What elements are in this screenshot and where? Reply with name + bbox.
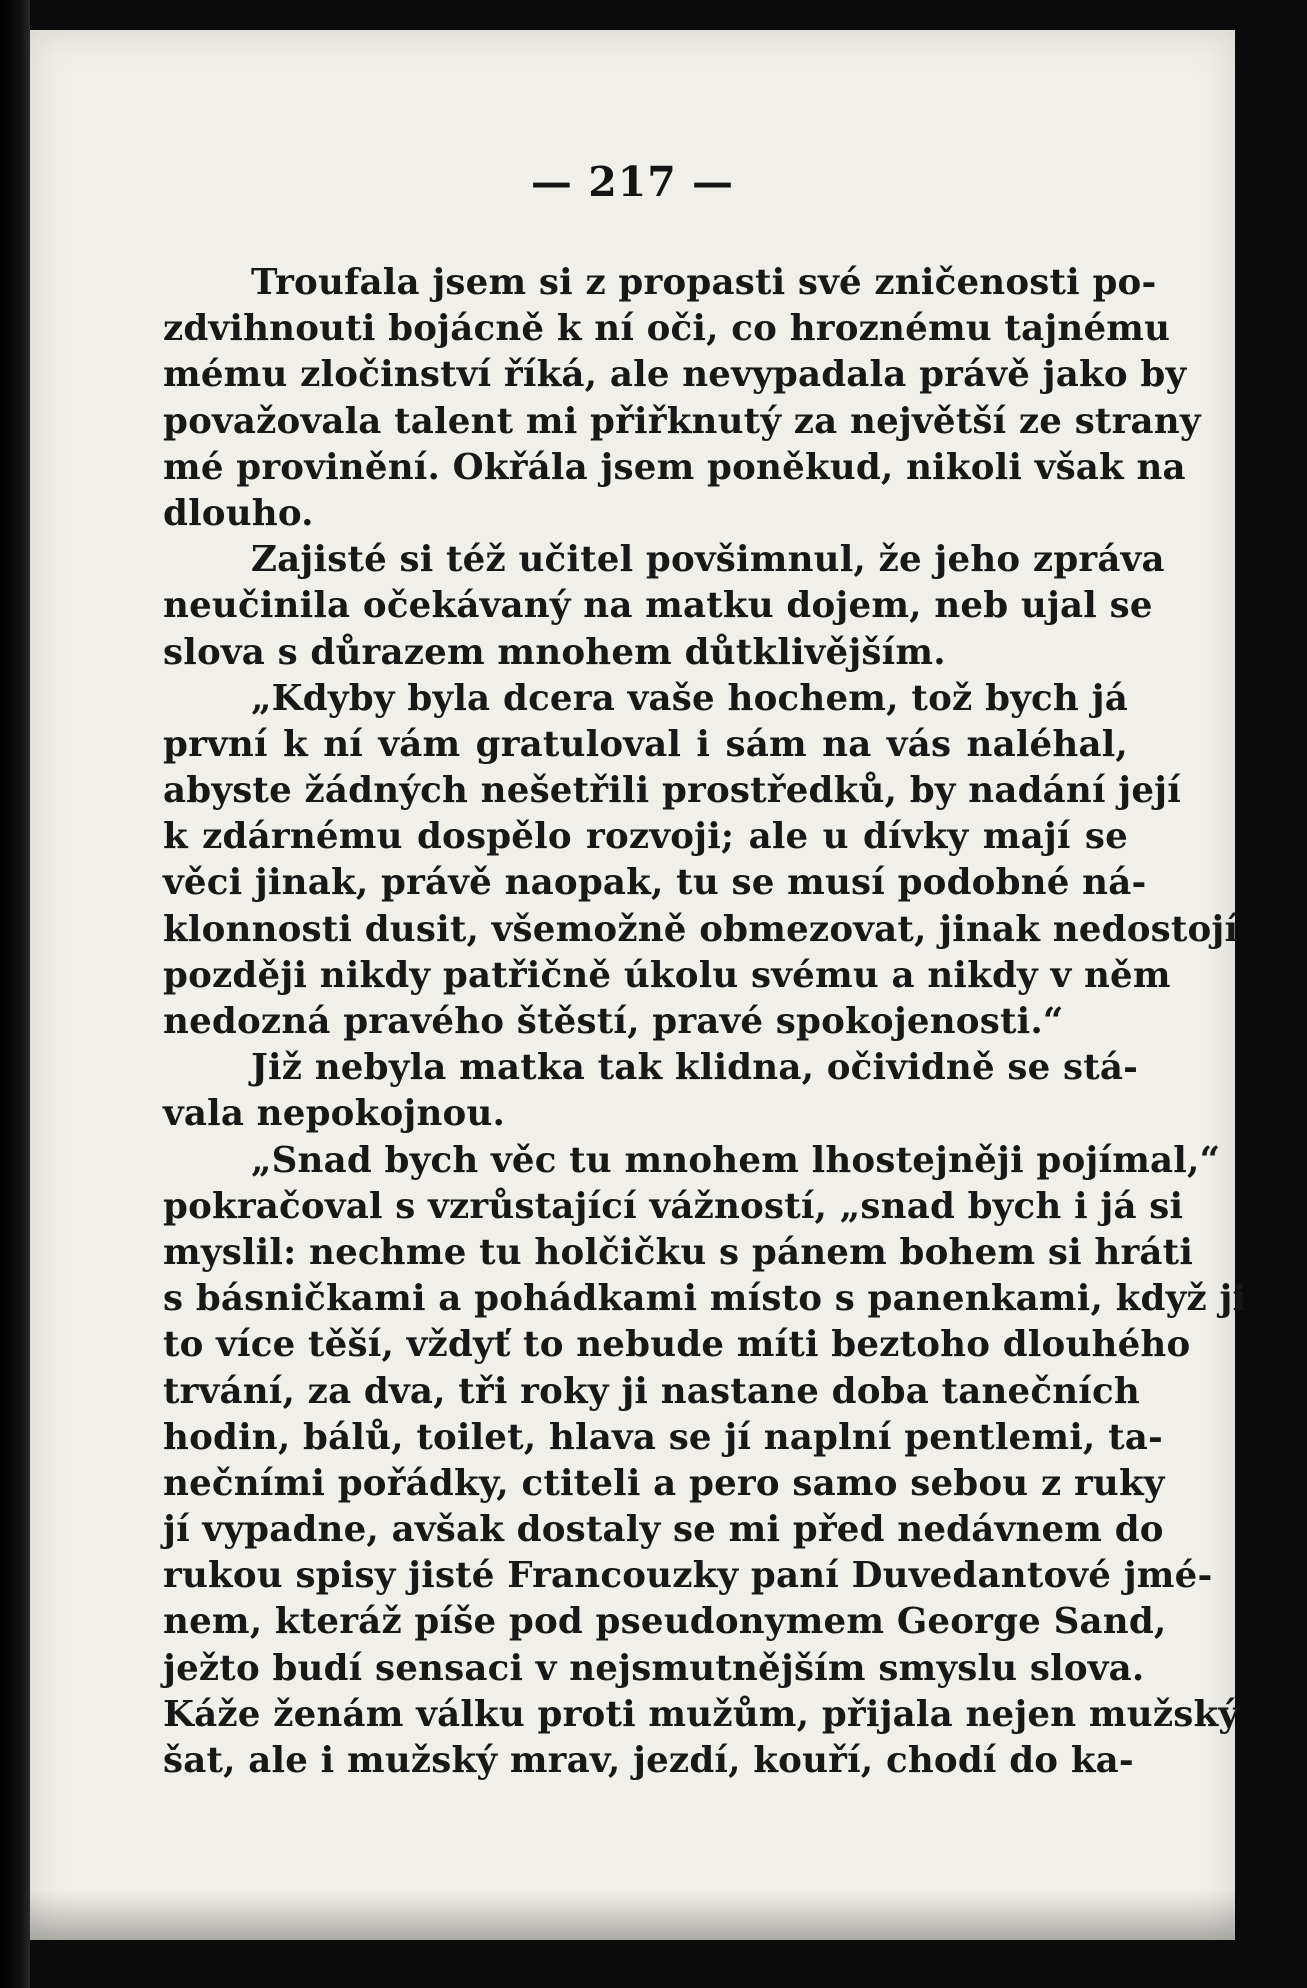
text-line: abyste žádných nešetřili prostředků, by nadání její [163,770,1181,812]
text-line: dlouho. [163,492,314,534]
book-page [30,30,1247,1940]
text-line: to více těší, vždyť to nebude míti beztoho dlouhého [163,1324,1191,1366]
text-line: pokračoval s vzrůstající vážností, „snad bych i já si [163,1185,1184,1227]
text-line: rukou spisy jisté Francouzky paní Duvedantové jmé- [163,1555,1213,1597]
text-line: „Kdyby byla dcera vaše hochem, tož bych já [251,677,1128,719]
text-line: trvání, za dva, tři roky ji nastane doba tanečních [163,1370,1140,1412]
text-line: „Snad bych věc tu mnohem lhostejněji pojímal,“ [251,1139,1221,1181]
text-line: s básničkami a pohádkami místo s panenkami, když ji [163,1278,1247,1320]
text-line: nečními pořádky, ctiteli a pero samo sebou z ruky [163,1462,1165,1504]
page-body-text [163,260,1247,1784]
page-number: — 217 — [530,158,735,206]
text-line: Káže ženám válku proti mužům, přijala nejen mužský [163,1693,1240,1735]
text-line: vala nepokojnou. [163,1093,506,1135]
text-line: hodin, bálů, toilet, hlava se jí naplní pentlemi, ta- [163,1416,1163,1458]
text-line: Již nebyla matka tak klidna, očividně se stá- [251,1047,1139,1089]
text-line: šat, ale i mužský mrav, jezdí, kouří, chodí do ka- [163,1740,1134,1781]
text-line: věci jinak, právě naopak, tu se musí podobné ná- [163,862,1147,904]
text-line: zdvihnouti bojácně k ní oči, co hroznému tajnému [163,308,1171,350]
text-line: nem, kteráž píše pod pseudonymem George Sand, [163,1601,1167,1643]
text-line: klonnosti dusit, všemožně obmezovat, jinak nedostojí [163,908,1239,950]
text-line: mé provinění. Okřála jsem poněkud, nikoli však na [163,446,1186,488]
text-line: neučinila očekávaný na matku dojem, neb ujal se [163,585,1153,627]
text-line: slova s důrazem mnohem důtklivějším. [163,631,946,673]
text-line: jí vypadne, avšak dostaly se mi před nedávnem do [163,1509,1164,1551]
page-bottom-shadow [30,1890,1235,1940]
text-line: první k ní vám gratuloval i sám na vás naléhal, [163,723,1128,765]
text-line: Troufala jsem si z propasti své zničenosti po- [251,262,1157,303]
text-line: Zajisté si též učitel povšimnul, že jeho zpráva [251,539,1165,581]
text-line: mému zločinství říká, ale nevypadala právě jako by [163,354,1187,396]
text-line: ježto budí sensaci v nejsmutnějším smyslu slova. [163,1647,1145,1689]
book-spine-edge [0,0,30,1988]
text-line: myslil: nechme tu holčičku s pánem bohem si hráti [163,1231,1194,1273]
text-line: k zdárnému dospělo rozvoji; ale u dívky mají se [163,816,1128,858]
text-line: později nikdy patřičně úkolu svému a nikdy v něm [163,954,1171,996]
text-line: nedozná pravého štěstí, pravé spokojenosti.“ [163,1001,1064,1042]
text-line: považovala talent mi přiřknutý za největší ze strany [163,400,1201,442]
